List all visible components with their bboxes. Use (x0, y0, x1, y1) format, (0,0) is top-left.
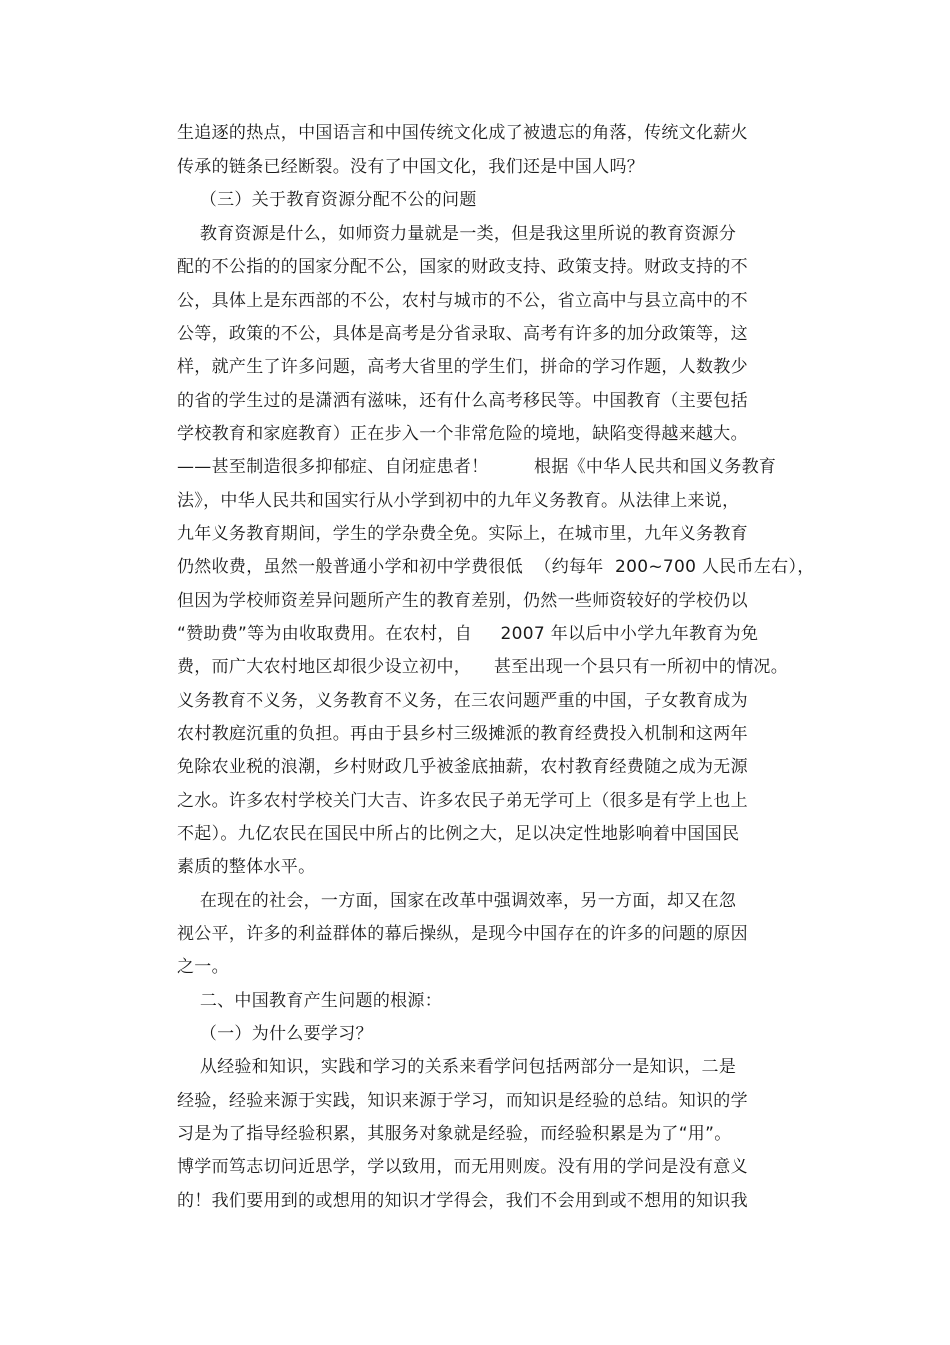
text-line: 博学而笃志切问近思学，学以致用，而无用则废。没有用的学问是没有意义 (177, 1157, 748, 1177)
section-heading: （三）关于教育资源分配不公的问题 (177, 190, 477, 210)
text-line: 之一。 (177, 957, 229, 977)
text-line: 视公平，许多的利益群体的幕后操纵，是现今中国存在的许多的问题的原因 (177, 924, 748, 944)
text-line: 但因为学校师资差异问题所产生的教育差别，仍然一些师资较好的学校仍以 (177, 591, 748, 611)
section-heading: 二、中国教育产生问题的根源： (177, 991, 443, 1011)
text-line: 在现在的社会，一方面，国家在改革中强调效率，另一方面，却又在忽 (177, 891, 737, 911)
text-line: 经验，经验来源于实践，知识来源于学习，而知识是经验的总结。知识的学 (177, 1091, 748, 1111)
text-line: 公等，政策的不公，具体是高考是分省录取、高考有许多的加分政策等，这 (177, 324, 748, 344)
text-line: 之水。许多农村学校关门大吉、许多农民子弟无学可上（很多是有学上也上 (177, 791, 748, 811)
text-line: 的省的学生过的是潇洒有滋味，还有什么高考移民等。中国教育（主要包括 (177, 391, 748, 411)
text-line: 九年义务教育期间，学生的学杂费全免。实际上，在城市里，九年义务教育 (177, 524, 748, 544)
text-line: 农村教庭沉重的负担。再由于县乡村三级摊派的教育经费投入机制和这两年 (177, 724, 748, 744)
text-line: “赞助费”等为由收取费用。在农村，自 2007 年以后中小学九年教育为免 (177, 624, 759, 644)
text-line: ——甚至制造很多抑郁症、自闭症患者！ 根据《中华人民共和国义务教育 (177, 457, 777, 477)
text-line: 费，而广大农村地区却很少设立初中， 甚至出现一个县只有一所初中的情况。 (177, 657, 789, 677)
text-line: 从经验和知识，实践和学习的关系来看学问包括两部分一是知识，二是 (177, 1057, 737, 1077)
text-line: 不起）。九亿农民在国民中所占的比例之大，足以决定性地影响着中国国民 (177, 824, 740, 844)
text-line: 素质的整体水平。 (177, 857, 316, 877)
text-line: 配的不公指的的国家分配不公，国家的财政支持、政策支持。财政支持的不 (177, 257, 748, 277)
text-line: 教育资源是什么，如师资力量就是一类，但是我这里所说的教育资源分 (177, 224, 737, 244)
text-line: 传承的链条已经断裂。没有了中国文化，我们还是中国人吗？ (177, 157, 645, 177)
text-line: 义务教育不义务，义务教育不义务，在三农问题严重的中国，子女教育成为 (177, 691, 748, 711)
text-line: 仍然收费，虽然一般普通小学和初中学费很低 （约每年 200~700 人民币左右）， (177, 557, 815, 577)
subsection-heading: （一）为什么要学习？ (177, 1024, 373, 1044)
text-line: 免除农业税的浪潮，乡村财政几乎被釜底抽薪，农村教育经费随之成为无源 (177, 757, 748, 777)
text-line: 法》，中华人民共和国实行从小学到初中的九年义务教育。从法律上来说， (177, 491, 740, 511)
text-line: 习是为了指导经验积累，其服务对象就是经验，而经验积累是为了“用”。 (177, 1124, 732, 1144)
text-line: 公，具体上是东西部的不公，农村与城市的不公，省立高中与县立高中的不 (177, 291, 748, 311)
text-line: 生追逐的热点，中国语言和中国传统文化成了被遗忘的角落，传统文化薪火 (177, 123, 748, 143)
text-line: 样，就产生了许多问题，高考大省里的学生们，拼命的学习作题，人数教少 (177, 357, 748, 377)
text-line: 学校教育和家庭教育）正在步入一个非常危险的境地，缺陷变得越来越大。 (177, 424, 748, 444)
text-line: 的！我们要用到的或想用的知识才学得会，我们不会用到或不想用的知识我 (177, 1191, 748, 1211)
